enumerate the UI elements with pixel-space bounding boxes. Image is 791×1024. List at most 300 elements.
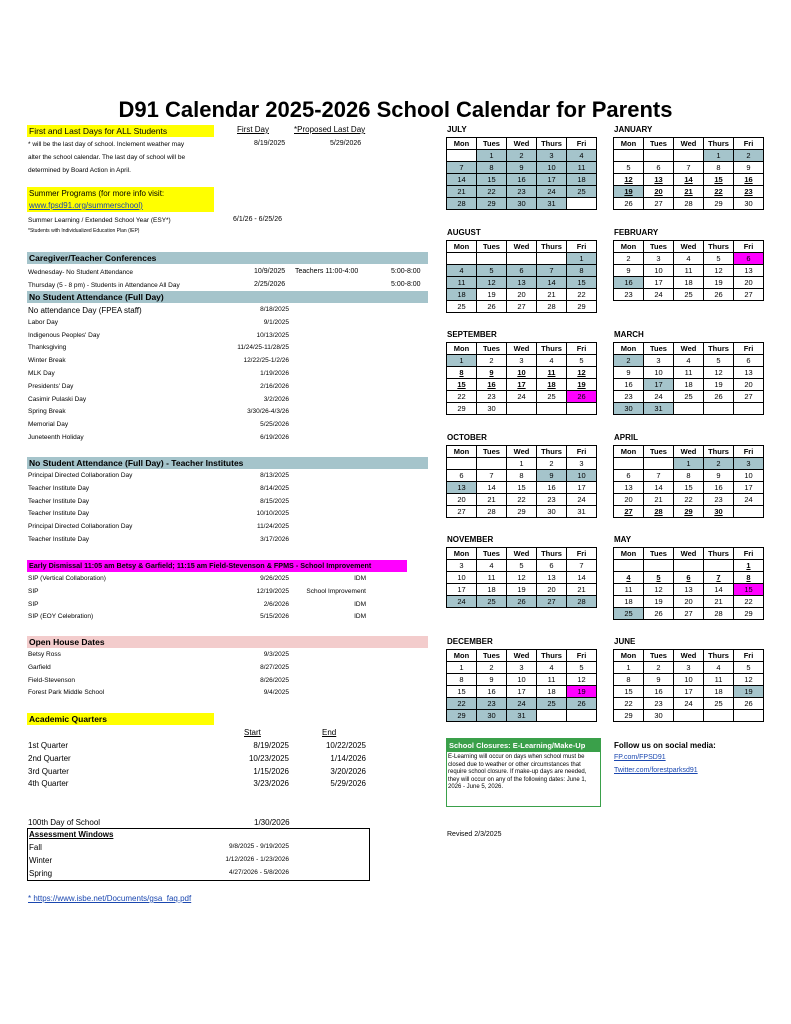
day-cell: 24: [734, 494, 764, 506]
weekday-header: Thurs: [537, 343, 567, 355]
day-cell: 23: [507, 186, 537, 198]
day-cell: 25: [567, 186, 597, 198]
conference-row: Wednesday- No Student Attendance: [28, 269, 134, 276]
day-cell: 2: [507, 150, 537, 162]
day-cell: 4: [447, 265, 477, 277]
day-cell: 31: [507, 710, 537, 722]
day-cell: 6: [614, 470, 644, 482]
day-cell: 8: [507, 470, 537, 482]
weekday-header: Thurs: [537, 138, 567, 150]
month-grid: [613, 649, 764, 722]
weekday-header: Mon: [614, 650, 644, 662]
day-cell: 20: [614, 494, 644, 506]
open-house-date: 9/4/2025: [263, 689, 289, 697]
day-cell: 28: [477, 506, 507, 518]
day-cell: 16: [477, 686, 507, 698]
day-cell: 25: [477, 596, 507, 608]
day-cell: 9: [477, 367, 507, 379]
day-cell: 1: [567, 253, 597, 265]
day-cell: 6: [734, 253, 764, 265]
weekday-header: Tues: [477, 138, 507, 150]
day-cell: 28: [644, 506, 674, 518]
day-cell: 23: [734, 186, 764, 198]
day-cell: 16: [734, 174, 764, 186]
day-cell: [537, 403, 567, 415]
day-cell: 29: [567, 301, 597, 313]
assessment-date: 1/12/2026 - 1/23/2026: [225, 856, 289, 863]
day-cell: 8: [447, 674, 477, 686]
weekday-header: Tues: [644, 343, 674, 355]
day-cell: 19: [704, 379, 734, 391]
day-cell: 7: [477, 470, 507, 482]
closure-date: 3/2/2026: [263, 395, 289, 403]
day-cell: 27: [614, 506, 644, 518]
day-cell: 21: [447, 186, 477, 198]
day-cell: 1: [477, 150, 507, 162]
day-cell: 12: [644, 584, 674, 596]
month-title: JULY: [447, 125, 467, 134]
weekday-header: Tues: [477, 343, 507, 355]
day-cell: 18: [674, 379, 704, 391]
day-cell: 4: [674, 355, 704, 367]
revised-date: Revised 2/3/2025: [447, 831, 502, 838]
page-title: D91 Calendar 2025-2026 School Calendar for Parents: [118, 97, 673, 122]
day-cell: 23: [614, 391, 644, 403]
closure-date: 2/16/2026: [260, 382, 289, 390]
no-attendance-header: No Student Attendance (Full Day): [27, 291, 428, 303]
day-cell: [567, 710, 597, 722]
month-grid: [446, 137, 597, 210]
day-cell: 24: [507, 698, 537, 710]
day-cell: 4: [614, 572, 644, 584]
weekday-header: Fri: [734, 446, 764, 458]
day-cell: 28: [704, 608, 734, 620]
month-title: AUGUST: [447, 228, 481, 237]
month-grid: [613, 547, 764, 620]
day-cell: 2: [614, 355, 644, 367]
institute-date: 3/17/2026: [260, 536, 289, 543]
open-house-date: 8/26/2025: [260, 676, 289, 684]
day-cell: 14: [567, 572, 597, 584]
day-cell: 24: [674, 698, 704, 710]
day-cell: [734, 710, 764, 722]
day-cell: 5: [614, 162, 644, 174]
day100-label: 100th Day of School: [28, 818, 101, 827]
weekday-header: Wed: [507, 241, 537, 253]
day-cell: 18: [447, 289, 477, 301]
closure-date: 10/13/2025: [256, 331, 289, 339]
closure-date: 9/1/2025: [263, 318, 289, 326]
quarter-start: 8/19/2025: [253, 741, 289, 750]
day-cell: 14: [477, 482, 507, 494]
weekday-header: Fri: [567, 343, 597, 355]
day-cell: 12: [567, 674, 597, 686]
day-cell: 12: [734, 674, 764, 686]
day-cell: [477, 253, 507, 265]
day-cell: 1: [447, 355, 477, 367]
closure-name: Presidents' Day: [28, 382, 74, 390]
day-cell: [734, 403, 764, 415]
weekday-header: Mon: [614, 548, 644, 560]
weekday-header: Tues: [644, 548, 674, 560]
day-cell: 24: [507, 391, 537, 403]
assessment-name: Spring: [29, 869, 53, 878]
closure-date: 1/19/2026: [260, 370, 289, 377]
day-cell: 17: [644, 277, 674, 289]
day-cell: 3: [644, 355, 674, 367]
day-cell: 26: [567, 391, 597, 403]
day-cell: 29: [447, 710, 477, 722]
day-cell: 17: [644, 379, 674, 391]
day-cell: 22: [734, 596, 764, 608]
weekday-header: Thurs: [704, 446, 734, 458]
closure-date: 3/30/26-4/3/26: [247, 408, 289, 416]
month-grid: [446, 240, 597, 313]
day-cell: 29: [507, 506, 537, 518]
weekday-header: Mon: [614, 343, 644, 355]
day-cell: 4: [567, 150, 597, 162]
day-cell: [704, 710, 734, 722]
day-cell: 21: [704, 596, 734, 608]
day-cell: 6: [734, 355, 764, 367]
day-cell: 11: [537, 674, 567, 686]
day-cell: 15: [477, 174, 507, 186]
weekday-header: Thurs: [537, 548, 567, 560]
weekday-header: Wed: [674, 138, 704, 150]
day-cell: 5: [704, 355, 734, 367]
day-cell: 22: [477, 186, 507, 198]
day-cell: 6: [674, 572, 704, 584]
quarter-start: 3/23/2026: [253, 779, 289, 789]
early-date: 12/19/2025: [256, 587, 289, 595]
day-cell: 14: [537, 277, 567, 289]
open-house-name: Betsy Ross: [28, 651, 61, 658]
day-cell: 19: [734, 686, 764, 698]
facebook-link[interactable]: FP.com/FPSD91: [614, 754, 666, 761]
day-cell: 26: [567, 698, 597, 710]
day-cell: 31: [644, 403, 674, 415]
day-cell: 26: [704, 289, 734, 301]
conference-teachers: Teachers 11:00-4:00: [295, 268, 359, 275]
day-cell: 26: [644, 608, 674, 620]
conference-row: Thursday (5 - 8 pm) - Students in Attendance All Day: [28, 282, 180, 289]
day-cell: 16: [477, 379, 507, 391]
early-name: SIP: [28, 600, 39, 608]
day-cell: [507, 403, 537, 415]
conference-date: 2/25/2026: [254, 281, 286, 288]
weekday-header: Thurs: [704, 138, 734, 150]
closure-name: Thanksgiving: [28, 344, 67, 352]
weekday-header: Wed: [674, 241, 704, 253]
day-cell: 2: [734, 150, 764, 162]
day-cell: 25: [447, 301, 477, 313]
day-cell: 4: [537, 355, 567, 367]
day-cell: 7: [674, 162, 704, 174]
day-cell: 17: [734, 482, 764, 494]
closure-name: Memorial Day: [28, 421, 69, 429]
weekday-header: Fri: [734, 650, 764, 662]
day-cell: 22: [447, 391, 477, 403]
day-cell: 1: [614, 662, 644, 674]
day-cell: [674, 560, 704, 572]
day-cell: 16: [704, 482, 734, 494]
closure-name: Juneteenth Holiday: [28, 434, 84, 441]
early-note: IDM: [354, 613, 366, 621]
day-cell: 10: [644, 367, 674, 379]
day-cell: 13: [674, 584, 704, 596]
quarter-name: 4th Quarter: [28, 779, 69, 789]
weekday-header: Thurs: [704, 241, 734, 253]
closure-name: Labor Day: [28, 318, 58, 326]
day-cell: 19: [477, 289, 507, 301]
day-cell: 15: [734, 584, 764, 596]
day-cell: 3: [507, 355, 537, 367]
day-cell: 28: [567, 596, 597, 608]
day-cell: 14: [447, 174, 477, 186]
day-cell: 1: [507, 458, 537, 470]
day-cell: 20: [734, 379, 764, 391]
day-cell: 9: [614, 265, 644, 277]
early-name: SIP (Vertical Collaboration): [28, 575, 106, 582]
iep-note: *Students with Individualized Education Plan (IEP): [28, 228, 140, 234]
day-cell: 16: [507, 174, 537, 186]
day-cell: 11: [614, 584, 644, 596]
weekday-header: Mon: [447, 138, 477, 150]
day-cell: 3: [567, 458, 597, 470]
weekday-header: Wed: [674, 548, 704, 560]
month-title: DECEMBER: [447, 637, 493, 646]
day-cell: 9: [704, 470, 734, 482]
twitter-link[interactable]: Twitter.com/forestparksd91: [614, 767, 698, 774]
day-cell: [447, 253, 477, 265]
open-house-name: Field-Stevenson: [28, 676, 75, 684]
day-cell: 19: [567, 686, 597, 698]
day-cell: 30: [507, 198, 537, 210]
conference-date: 10/9/2025: [254, 268, 286, 275]
early-name: SIP: [28, 587, 39, 595]
day-cell: 27: [674, 608, 704, 620]
first-last-header: First and Last Days for ALL Students: [27, 125, 214, 137]
assessment-name: Winter: [29, 856, 53, 865]
day-cell: 13: [734, 367, 764, 379]
day-cell: 28: [537, 301, 567, 313]
assessment-date: 4/27/2026 - 5/8/2026: [229, 869, 289, 876]
day-cell: 7: [537, 265, 567, 277]
day-cell: 12: [704, 367, 734, 379]
open-house-date: 9/3/2025: [263, 651, 289, 658]
institute-date: 11/24/2025: [256, 523, 289, 531]
day-cell: 18: [537, 686, 567, 698]
day-cell: 13: [537, 572, 567, 584]
month-grid: [446, 649, 597, 722]
month-grid: [613, 342, 764, 415]
day-cell: 29: [704, 198, 734, 210]
day-cell: 10: [674, 674, 704, 686]
day-cell: 27: [537, 596, 567, 608]
day-cell: 26: [734, 698, 764, 710]
day-cell: 15: [614, 686, 644, 698]
day-cell: 21: [537, 289, 567, 301]
weekday-header: Thurs: [537, 241, 567, 253]
early-date: 2/6/2026: [263, 600, 289, 608]
day-cell: 22: [674, 494, 704, 506]
day-cell: 4: [537, 662, 567, 674]
day-cell: 21: [567, 584, 597, 596]
day-cell: 5: [507, 560, 537, 572]
day-cell: 5: [567, 662, 597, 674]
isbe-link[interactable]: * https://www.isbe.net/Documents/gsa_faq.pdf: [28, 894, 192, 903]
day-cell: [614, 150, 644, 162]
quarter-end: 10/22/2025: [325, 741, 366, 750]
day-cell: [704, 560, 734, 572]
day-cell: 15: [507, 482, 537, 494]
day-cell: 20: [674, 596, 704, 608]
day-cell: 14: [644, 482, 674, 494]
weekday-header: Thurs: [704, 650, 734, 662]
day-cell: 27: [734, 391, 764, 403]
day-cell: 25: [537, 391, 567, 403]
day-cell: [614, 458, 644, 470]
weekday-header: Wed: [507, 446, 537, 458]
day-cell: 29: [674, 506, 704, 518]
day-cell: 11: [674, 367, 704, 379]
weekday-header: Wed: [507, 548, 537, 560]
day-cell: 14: [674, 174, 704, 186]
day-cell: 3: [537, 150, 567, 162]
day-cell: 1: [734, 560, 764, 572]
day-cell: 19: [567, 379, 597, 391]
weekday-header: Tues: [477, 241, 507, 253]
day-cell: 6: [537, 560, 567, 572]
day-cell: 30: [644, 710, 674, 722]
quarters-end-col: End: [322, 728, 337, 737]
day-cell: 15: [447, 686, 477, 698]
early-date: 9/26/2025: [260, 575, 289, 582]
day-cell: 23: [644, 698, 674, 710]
day-cell: 15: [704, 174, 734, 186]
weekday-header: Wed: [674, 343, 704, 355]
day100-date: 1/30/2026: [254, 818, 290, 827]
day-cell: [734, 506, 764, 518]
closures-title: School Closures: E-Learning/Make-Up: [447, 739, 600, 752]
day-cell: 8: [614, 674, 644, 686]
summer-header: Summer Programs (for more info visit:: [29, 189, 165, 198]
summer-link[interactable]: www.fpsd91.org/summerschool): [29, 201, 143, 210]
day-cell: [644, 560, 674, 572]
month-title: JUNE: [614, 637, 636, 646]
month-title: MARCH: [614, 330, 644, 339]
month-title: FEBRUARY: [614, 228, 659, 237]
day-cell: 9: [537, 470, 567, 482]
weekday-header: Thurs: [537, 446, 567, 458]
day-cell: 2: [704, 458, 734, 470]
day-cell: 22: [704, 186, 734, 198]
day-cell: 26: [704, 391, 734, 403]
day-cell: 21: [644, 494, 674, 506]
social-title: Follow us on social media:: [614, 741, 716, 750]
day-cell: 27: [507, 301, 537, 313]
day-cell: [537, 253, 567, 265]
day-cell: 18: [614, 596, 644, 608]
day-cell: [674, 403, 704, 415]
early-note: IDM: [354, 600, 366, 608]
day-cell: 23: [537, 494, 567, 506]
month-grid: [446, 547, 597, 608]
day-cell: 31: [567, 506, 597, 518]
weekday-header: Tues: [644, 138, 674, 150]
day-cell: 2: [614, 253, 644, 265]
day-cell: 15: [567, 277, 597, 289]
day-cell: 25: [674, 391, 704, 403]
day-cell: 22: [614, 698, 644, 710]
day-cell: 18: [674, 277, 704, 289]
day-cell: 19: [507, 584, 537, 596]
day-cell: 17: [507, 686, 537, 698]
day-cell: 16: [614, 277, 644, 289]
closure-name: MLK Day: [28, 370, 55, 377]
day-cell: 28: [447, 198, 477, 210]
day-cell: 11: [447, 277, 477, 289]
day-cell: 5: [567, 355, 597, 367]
day-cell: 30: [477, 710, 507, 722]
day-cell: 8: [734, 572, 764, 584]
day-cell: 5: [734, 662, 764, 674]
weekday-header: Fri: [734, 138, 764, 150]
day-cell: 5: [477, 265, 507, 277]
day-cell: 4: [674, 253, 704, 265]
day-cell: 7: [644, 470, 674, 482]
day-cell: 17: [507, 379, 537, 391]
closure-date: 11/24/25-11/28/25: [237, 344, 289, 352]
day-cell: 23: [477, 391, 507, 403]
early-note: IDM: [354, 575, 366, 582]
day-cell: 10: [644, 265, 674, 277]
closure-name: Winter Break: [28, 357, 66, 365]
day-cell: 10: [537, 162, 567, 174]
day-cell: [674, 150, 704, 162]
day-cell: 10: [734, 470, 764, 482]
month-grid: [613, 445, 764, 518]
last-day: 5/29/2026: [330, 140, 362, 147]
day-cell: 9: [507, 162, 537, 174]
day-cell: 31: [537, 198, 567, 210]
day-cell: 16: [614, 379, 644, 391]
early-date: 5/15/2026: [260, 613, 289, 621]
day-cell: 13: [734, 265, 764, 277]
weekday-header: Mon: [447, 548, 477, 560]
weekday-header: Wed: [507, 138, 537, 150]
day-cell: 30: [704, 506, 734, 518]
weekday-header: Tues: [477, 650, 507, 662]
day-cell: 18: [477, 584, 507, 596]
day-cell: 8: [477, 162, 507, 174]
day-cell: 22: [567, 289, 597, 301]
weekday-header: Wed: [507, 343, 537, 355]
weekday-header: Mon: [447, 241, 477, 253]
institute-name: Teacher Institute Day: [28, 510, 90, 518]
last-day-col: *Proposed Last Day: [294, 125, 366, 134]
day-cell: 2: [537, 458, 567, 470]
weekday-header: Mon: [614, 138, 644, 150]
day-cell: 29: [477, 198, 507, 210]
weekday-header: Thurs: [704, 343, 734, 355]
weekday-header: Fri: [567, 548, 597, 560]
day-cell: [507, 253, 537, 265]
day-cell: 6: [507, 265, 537, 277]
day-cell: [537, 710, 567, 722]
day-cell: 23: [477, 698, 507, 710]
day-cell: 2: [477, 355, 507, 367]
